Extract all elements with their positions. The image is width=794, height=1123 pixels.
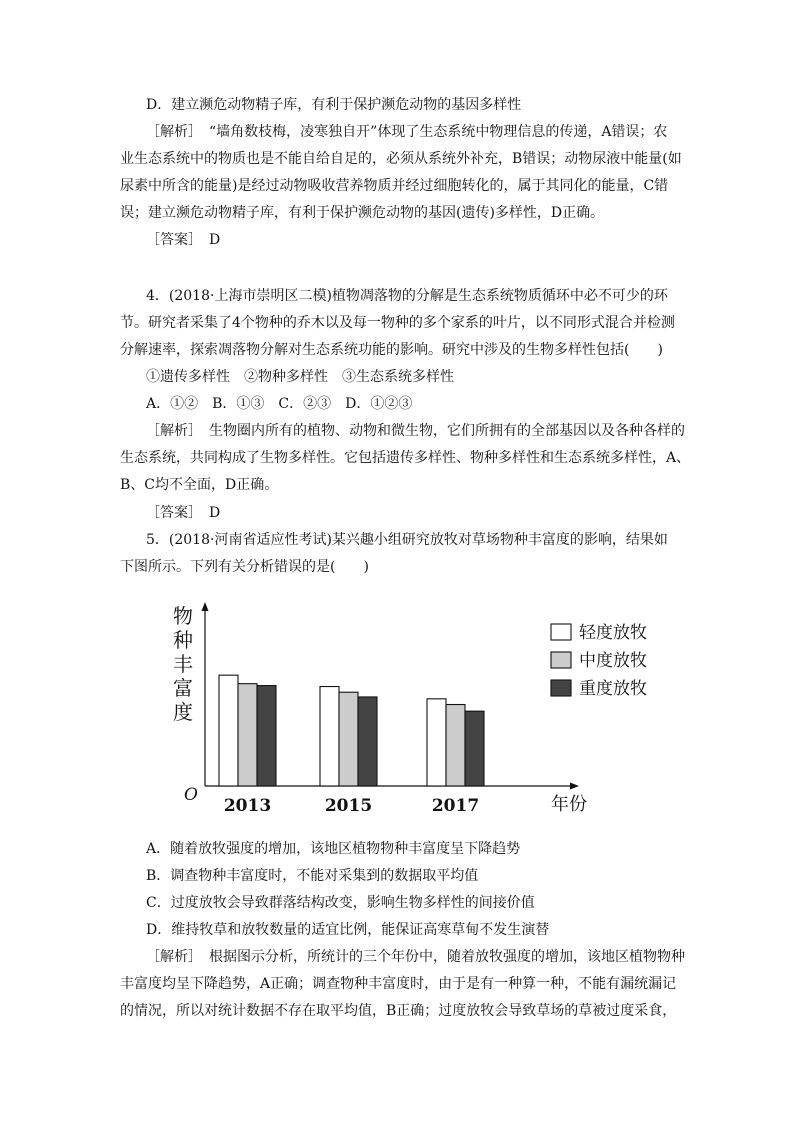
y-axis-label-char: 丰: [173, 652, 193, 676]
legend-label: 中度放牧: [579, 651, 647, 671]
category-label: 2015: [324, 796, 373, 816]
y-axis-label-char: 度: [173, 700, 193, 724]
q4-options: A．①② B．①③ C．②③ D．①②③: [146, 396, 413, 412]
q5-stem-line: 5．(2018·河南省适应性考试)某兴趣小组研究放牧对草场物种丰富度的影响，结果如: [146, 532, 668, 548]
x-axis-label: 年份: [551, 794, 587, 815]
q3-analysis-line: 尿素中所含的能量)是经过动物吸收营养物质并经过细胞转化的，属于其同化的能量，C错: [120, 178, 669, 194]
legend-label: 重度放牧: [579, 679, 647, 699]
category-label: 2017: [431, 796, 480, 816]
bar: [320, 687, 339, 786]
q4-stem-line: 4．(2018·上海市崇明区二模)植物凋落物的分解是生态系统物质循环中必不可少的环: [146, 288, 668, 304]
legend-swatch: [551, 624, 571, 640]
q4-stem-line: 节。研究者采集了4个物种的乔木以及每一物种的多个家系的叶片，以不同形式混合并检测: [120, 315, 675, 331]
legend-label: 轻度放牧: [579, 623, 647, 643]
chart-svg: [165, 598, 647, 823]
x-axis-arrow: [570, 783, 579, 790]
q4-analysis-line: 生态系统，共同构成了生物多样性。它包括遗传多样性、物种多样性和生态系统多样性，A、: [120, 450, 691, 466]
bar: [238, 684, 257, 786]
bar: [219, 675, 238, 786]
q3-analysis-line: 误；建立濒危动物精子库，有利于保护濒危动物的基因(遗传)多样性，D正确。: [120, 205, 605, 221]
category-label: 2013: [223, 796, 272, 816]
legend-swatch: [551, 680, 571, 696]
y-axis-label-char: 物: [173, 604, 193, 628]
q3-analysis-line: 业生态系统中的物质也是不能自给自足的，必须从系统外补充，B错误；动物尿液中能量(如: [120, 151, 682, 167]
origin-label: O: [184, 785, 198, 805]
q4-answer: ［答案］ D: [146, 505, 221, 521]
q4-analysis-line: B、C均不全面，D正确。: [120, 477, 279, 493]
legend: [551, 623, 647, 699]
q5-analysis-line: 的情况，所以对统计数据不存在取平均值，B正确；过度放牧会导致草场的草被过度采食，: [120, 1003, 677, 1019]
bar: [358, 697, 377, 786]
y-axis-label: [173, 604, 193, 724]
bar: [465, 711, 484, 786]
bar: [257, 686, 276, 786]
q4-analysis-line: ［解析］ 生物圈内所有的植物、动物和微生物，它们所拥有的全部基因以及各种各样的: [146, 423, 685, 439]
q5-analysis-line: 丰富度均呈下降趋势，A正确；调查物种丰富度时，由于是有一种算一种，不能有漏统漏记: [120, 976, 677, 992]
q5-analysis-line: ［解析］ 根据图示分析，所统计的三个年份中，随着放牧强度的增加，该地区植物物种: [146, 949, 685, 965]
q3-option-d: D．建立濒危动物精子库，有利于保护濒危动物的基因多样性: [146, 97, 522, 113]
q4-stem-line: 分解速率，探索凋落物分解对生态系统功能的影响。研究中涉及的生物多样性包括( ): [120, 342, 663, 358]
q3-analysis-line: ［解析］ “墙角数枝梅，凌寒独自开”体现了生态系统中物理信息的传递，A错误；农: [146, 124, 668, 140]
q5-stem-line: 下图所示。下列有关分析错误的是( ): [120, 559, 369, 575]
bar: [427, 699, 446, 786]
y-axis-label-char: 种: [173, 628, 193, 652]
y-axis-arrow: [202, 602, 209, 611]
grazing-richness-chart: [165, 598, 647, 827]
q3-answer: ［答案］ D: [146, 232, 221, 248]
q5-option-d: D．维持牧草和放牧数量的适宜比例，能保证高寒草甸不发生演替: [146, 922, 550, 938]
q5-option-a: A．随着放牧强度的增加，该地区植物物种丰富度呈下降趋势: [146, 841, 521, 857]
bar: [446, 705, 465, 786]
q4-items: ①遗传多样性 ②物种多样性 ③生态系统多样性: [146, 369, 454, 385]
y-axis-label-char: 富: [173, 676, 193, 700]
legend-swatch: [551, 652, 571, 668]
q5-option-b: B．调查物种丰富度时，不能对采集到的数据取平均值: [146, 868, 479, 884]
bar: [339, 692, 358, 786]
q5-option-c: C．过度放牧会导致群落结构改变，影响生物多样性的间接价值: [146, 895, 535, 911]
bars-group: [219, 675, 484, 786]
category-labels: [224, 796, 479, 816]
